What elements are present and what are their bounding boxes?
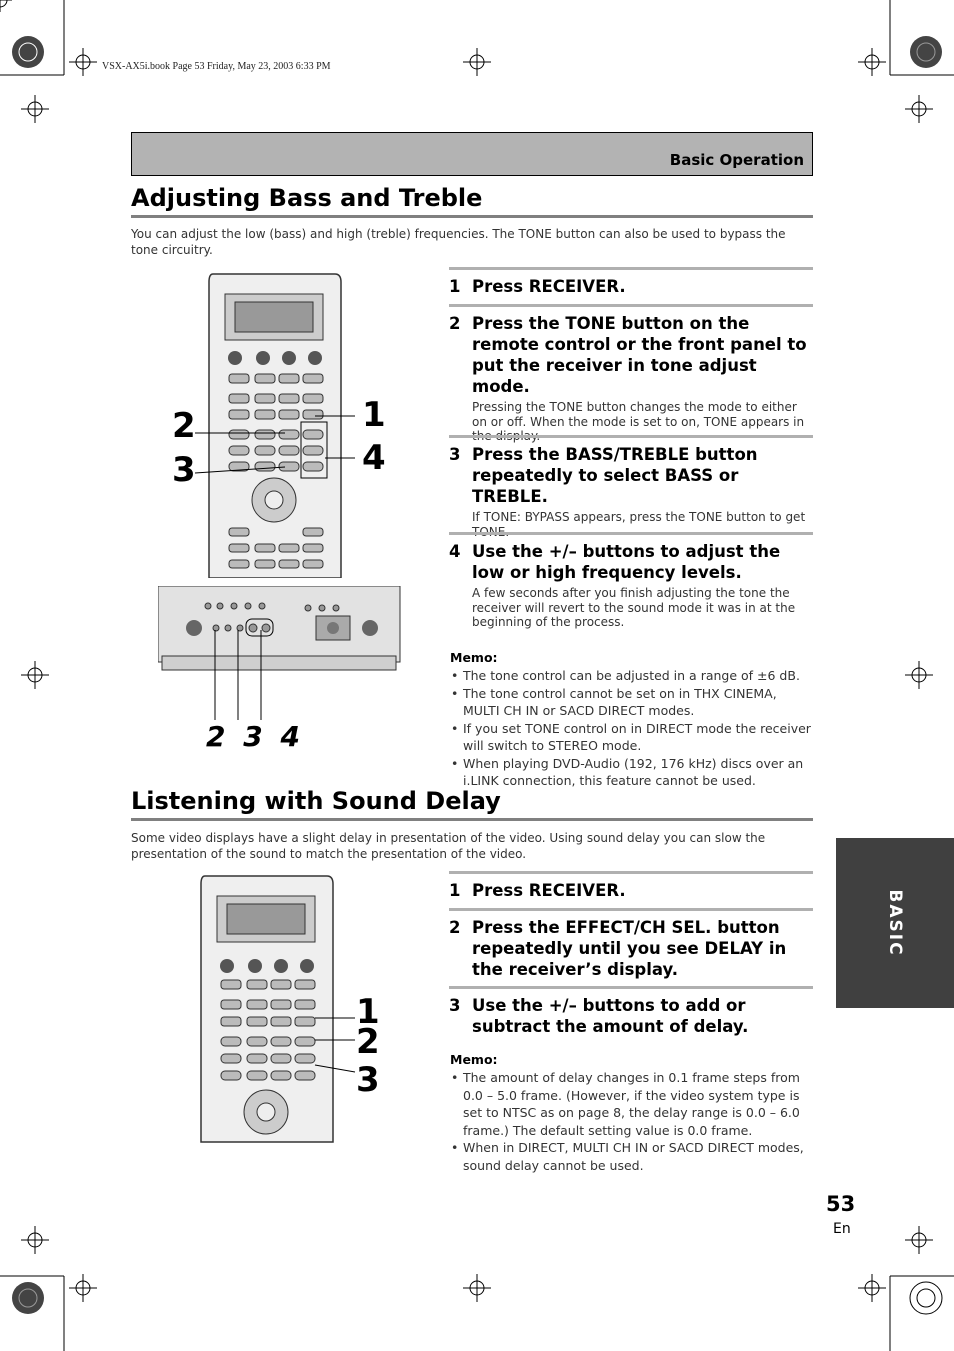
step-title: Press the EFFECT/CH SEL. button repeatedly until you see DELAY in the receiver’s display. [472, 918, 787, 979]
s1-memo [450, 650, 812, 790]
step-title: Press the BASS/TREBLE button repeatedly to select BASS or TREBLE. [472, 445, 758, 506]
callout-lines [190, 400, 370, 490]
s2-memo [450, 1052, 812, 1174]
panel-callout-lines [205, 630, 265, 730]
section1-title: Adjusting Bass and Treble [131, 184, 813, 218]
step-title: Use the +/– buttons to adjust the low or high frequency levels. [472, 542, 781, 582]
section1-intro: You can adjust the low (bass) and high (treble) frequencies. The TONE button can also be used to bypass the tone circuitry. [131, 227, 786, 257]
s1-step-3 [449, 435, 813, 539]
step-title: Use the +/– buttons to add or subtract the amount of delay. [472, 996, 749, 1036]
file-info: VSX-AX5i.book Page 53 Friday, May 23, 2003 6:33 PM [102, 61, 331, 72]
section2-intro: Some video displays have a slight delay in presentation of the video. Using sound delay you can slow the presentation of the sound to match the presentation of the video. [131, 831, 766, 861]
step-title: Press the TONE button on the remote control or the front panel to put the receiver in tone adjust mode. [472, 314, 807, 396]
callout-2: 2 [356, 1022, 380, 1062]
step-number: 1 [449, 277, 461, 296]
callout-2: 2 [172, 406, 196, 446]
section2-title: Listening with Sound Delay [131, 787, 813, 821]
step-number: 2 [449, 314, 461, 333]
callout-1: 1 [356, 992, 380, 1032]
memo-list [450, 1069, 812, 1174]
page-number: 53 [826, 1192, 856, 1216]
memo-item: • The amount of delay changes in 0.1 frame steps from 0.0 – 5.0 frame. (However, if the video system type is set to NTSC as on page 8, the delay range is 0.0 – 6.0 frame.) The default setting value is 0.0 frame. [450, 1069, 812, 1139]
memo-item: • If you set TONE control on in DIRECT mode the receiver will switch to STEREO mode. [450, 720, 812, 755]
step-number: 2 [449, 918, 461, 937]
callout-3: 3 [172, 450, 196, 490]
memo-item: • The tone control can be adjusted in a range of ±6 dB. [450, 667, 812, 685]
step-description: If TONE: BYPASS appears, press the TONE button to get TONE. [472, 510, 806, 539]
step-description: A few seconds after you finish adjusting the tone the receiver will revert to the sound mode it was in at the beginning of the process. [472, 586, 796, 629]
step-number: 4 [449, 542, 461, 561]
memo-list [450, 667, 812, 790]
header-bar [131, 132, 813, 176]
callout-4: 4 [362, 438, 386, 478]
step-number: 3 [449, 996, 461, 1015]
step-description: Pressing the TONE button changes the mode to either on or off. When the mode is set to on, TONE appears in the display. [472, 400, 805, 443]
memo-item: • When playing DVD-Audio (192, 176 kHz) discs over an i.LINK connection, this feature cannot be used. [450, 755, 812, 790]
s2-step-2 [449, 908, 813, 980]
s1-step-1 [449, 267, 813, 297]
callout-lines-2 [310, 1010, 360, 1080]
s2-step-1 [449, 871, 813, 901]
memo-item: • When in DIRECT, MULTI CH IN or SACD DIRECT modes, sound delay cannot be used. [450, 1139, 812, 1174]
step-title: Press RECEIVER. [472, 881, 626, 900]
remote-control-illustration-2 [197, 874, 335, 1144]
memo-title: Memo: [450, 650, 498, 665]
front-panel-illustration [158, 586, 401, 672]
step-title: Press RECEIVER. [472, 277, 626, 296]
page-language: En [833, 1221, 851, 1237]
callout-3: 3 [356, 1060, 380, 1100]
chapter-tab [836, 838, 954, 1008]
s1-step-2 [449, 304, 813, 444]
chapter-tab-label: BASIC [885, 889, 905, 957]
s2-step-3 [449, 986, 813, 1037]
step-number: 1 [449, 881, 461, 900]
memo-title: Memo: [450, 1052, 498, 1067]
memo-item: • The tone control cannot be set on in THX CINEMA, MULTI CH IN or SACD DIRECT modes. [450, 685, 812, 720]
header-title: Basic Operation [669, 151, 804, 169]
callout-1: 1 [362, 395, 386, 435]
panel-callouts: 2 3 4 [206, 720, 304, 753]
step-number: 3 [449, 445, 461, 464]
s1-step-4 [449, 532, 813, 630]
